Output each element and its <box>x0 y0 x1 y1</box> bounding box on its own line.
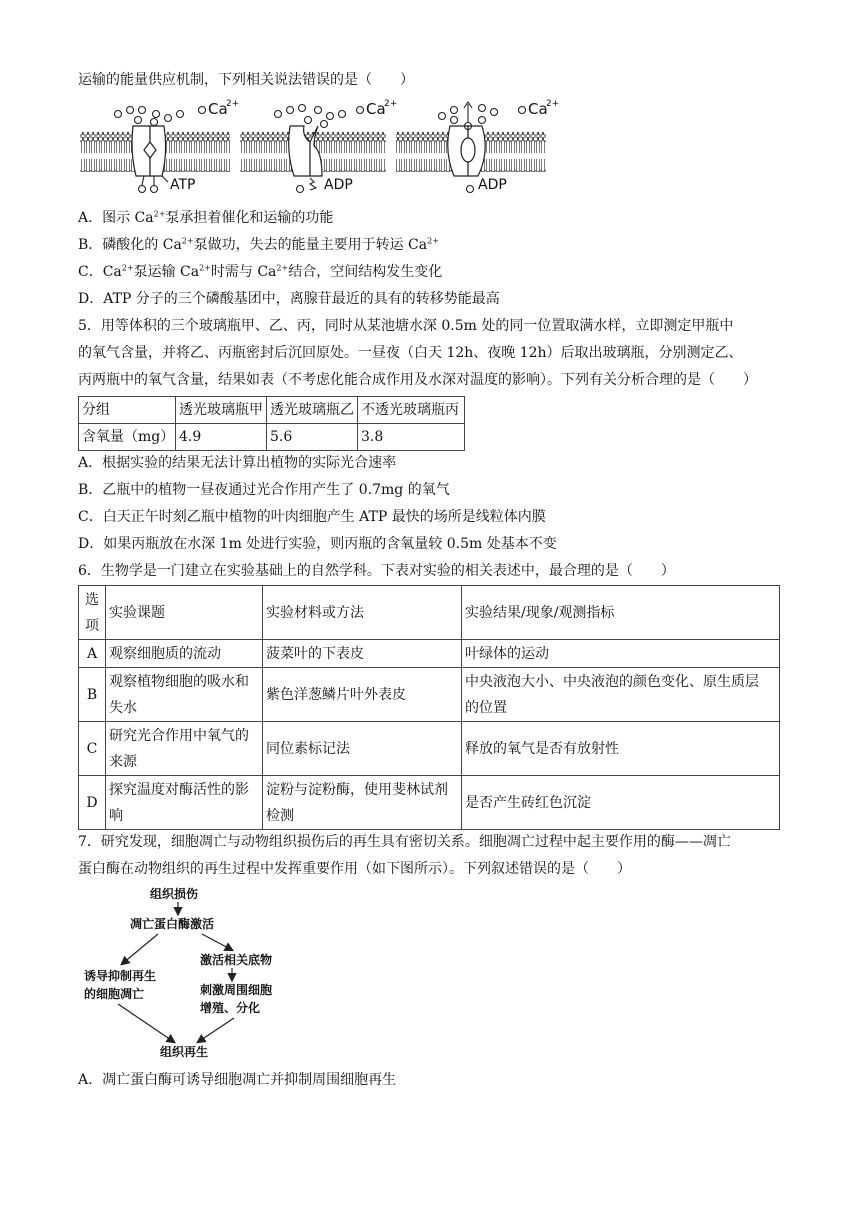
q6-header-method: 实验材料或方法 <box>263 586 462 640</box>
q5-header-group: 分组 <box>79 397 176 424</box>
energy-label-3: ADP <box>478 177 507 193</box>
q5-option-b: B．乙瓶中的植物一昼夜通过光合作用产生了 0.7mg 的氧气 <box>78 482 450 498</box>
q5-stem-line-3: 丙两瓶中的氧气含量，结果如表（不考虑化能合成作用及水深对温度的影响）。下列有关分析合理的是（ ） <box>78 372 757 388</box>
node-activate-substrate: 激活相关底物 <box>200 953 273 967</box>
ion-charge-3: 2+ <box>546 99 560 109</box>
q6-row-d-topic: 探究温度对酶活性的影 响 <box>106 776 263 830</box>
q5-stem-line-1: 5．用等体积的三个玻璃瓶甲、乙、丙，同时从某池塘水深 0.5m 处的同一位置取满水样，立即测定甲瓶中 <box>78 318 734 334</box>
q5-value-yi: 5.6 <box>267 424 358 451</box>
q6-row-b-option: B <box>79 668 106 722</box>
q6-row-a-method: 菠菜叶的下表皮 <box>263 640 462 668</box>
q4-stem-tail: 运输的能量供应机制，下列相关说法错误的是（ ） <box>78 72 414 88</box>
ion-charge-1: 2+ <box>226 99 240 109</box>
q4-option-d: D．ATP 分子的三个磷酸基团中，离腺苷最近的具有的转移势能最高 <box>78 291 500 307</box>
node-tissue-injury: 组织损伤 <box>150 887 199 901</box>
q6-row-c-method: 同位素标记法 <box>263 722 462 776</box>
q4-option-a: A．图示 $Ca^{2+}$泵承担着催化和运输的功能 <box>78 209 334 226</box>
ion-label-2: Ca <box>366 100 386 118</box>
q6-row-c-topic: 研究光合作用中氧气的 来源 <box>106 722 263 776</box>
q7-option-a: A．凋亡蛋白酶可诱导细胞凋亡并抑制周围细胞再生 <box>78 1072 397 1088</box>
q6-row-a-topic: 观察细胞质的流动 <box>106 640 263 668</box>
q6-row-b-result: 中央液泡大小、中央液泡的颜色变化、原生质层 的位置 <box>462 668 780 722</box>
q6-row-a-option: A <box>79 640 106 668</box>
ion-label-1: Ca <box>208 100 228 118</box>
q6-header-result: 实验结果/现象/观测指标 <box>462 586 780 640</box>
q5-option-c: C．白天正午时刻乙瓶中植物的叶肉细胞产生 ATP 最快的场所是线粒体内膜 <box>78 509 546 525</box>
node-induce-apoptosis-2: 的细胞凋亡 <box>84 987 145 1001</box>
q6-row-c-result: 释放的氧气是否有放射性 <box>462 722 780 776</box>
q6-row-d-option: D <box>79 776 106 830</box>
q5-header-yi: 透光玻璃瓶乙 <box>267 397 358 424</box>
q7-stem-line-1: 7．研究发现，细胞凋亡与动物组织损伤后的再生具有密切关系。细胞凋亡过程中起主要作用的酶——凋亡 <box>78 834 731 850</box>
q6-row-c-option: C <box>79 722 106 776</box>
q4-option-c: C．$Ca^{2+}$泵运输 $Ca^{2+}$时需与 $Ca^{2+}$结合，空间结构发生变化 <box>78 263 443 280</box>
q6-header-option: 选 项 <box>79 586 106 640</box>
q5-header-jia: 透光玻璃瓶甲 <box>176 397 267 424</box>
q6-experiment-table <box>78 585 780 830</box>
panel-1 <box>80 99 239 193</box>
node-stimulate-cells-2: 增殖、分化 <box>200 1001 261 1015</box>
q4-option-b: B．磷酸化的 $Ca^{2+}$泵做功，失去的能量主要用于转运 $Ca^{2+}$ <box>78 236 439 253</box>
q5-header-bing: 不透光玻璃瓶丙 <box>358 397 465 424</box>
ion-charge-2: 2+ <box>384 99 398 109</box>
q5-oxygen-table <box>78 396 465 451</box>
q5-value-jia: 4.9 <box>176 424 267 451</box>
q5-option-d: D．如果丙瓶放在水深 1m 处进行实验，则丙瓶的含氧量较 0.5m 处基本不变 <box>78 536 557 552</box>
node-tissue-regeneration: 组织再生 <box>160 1045 209 1059</box>
q6-header-topic: 实验课题 <box>106 586 263 640</box>
q6-row-a-result: 叶绿体的运动 <box>462 640 780 668</box>
q6-row-b-method: 紫色洋葱鳞片叶外表皮 <box>263 668 462 722</box>
q5-value-bing: 3.8 <box>358 424 465 451</box>
calcium-pump-figure <box>78 96 598 196</box>
q5-stem-line-2: 的氧气含量，并将乙、丙瓶密封后沉回原处。一昼夜（白天 12h、夜晚 12h）后取出玻璃瓶，分别测定乙、 <box>78 345 743 361</box>
panel-3 <box>396 99 559 193</box>
node-caspase-activation: 凋亡蛋白酶激活 <box>130 917 215 931</box>
node-induce-apoptosis-1: 诱导抑制再生 <box>84 969 157 983</box>
q6-row-b-topic: 观察植物细胞的吸水和 失水 <box>106 668 263 722</box>
energy-label-2: ADP <box>324 177 353 193</box>
node-stimulate-cells-1: 刺激周围细胞 <box>200 983 273 997</box>
q5-row-label: 含氧量（mg） <box>79 424 176 451</box>
q5-option-a: A．根据实验的结果无法计算出植物的实际光合速率 <box>78 455 397 471</box>
panel-2 <box>240 99 397 193</box>
q6-stem: 6．生物学是一门建立在实验基础上的自然学科。下表对实验的相关表述中，最合理的是（ ） <box>78 563 675 579</box>
q7-flowchart <box>78 884 318 1064</box>
energy-label-1: ATP <box>170 177 196 193</box>
q6-row-d-result: 是否产生砖红色沉淀 <box>462 776 780 830</box>
ion-label-3: Ca <box>528 100 548 118</box>
q6-row-d-method: 淀粉与淀粉酶，使用斐林试剂 检测 <box>263 776 462 830</box>
q7-stem-line-2: 蛋白酶在动物组织的再生过程中发挥重要作用（如下图所示）。下列叙述错误的是（ ） <box>78 861 631 877</box>
